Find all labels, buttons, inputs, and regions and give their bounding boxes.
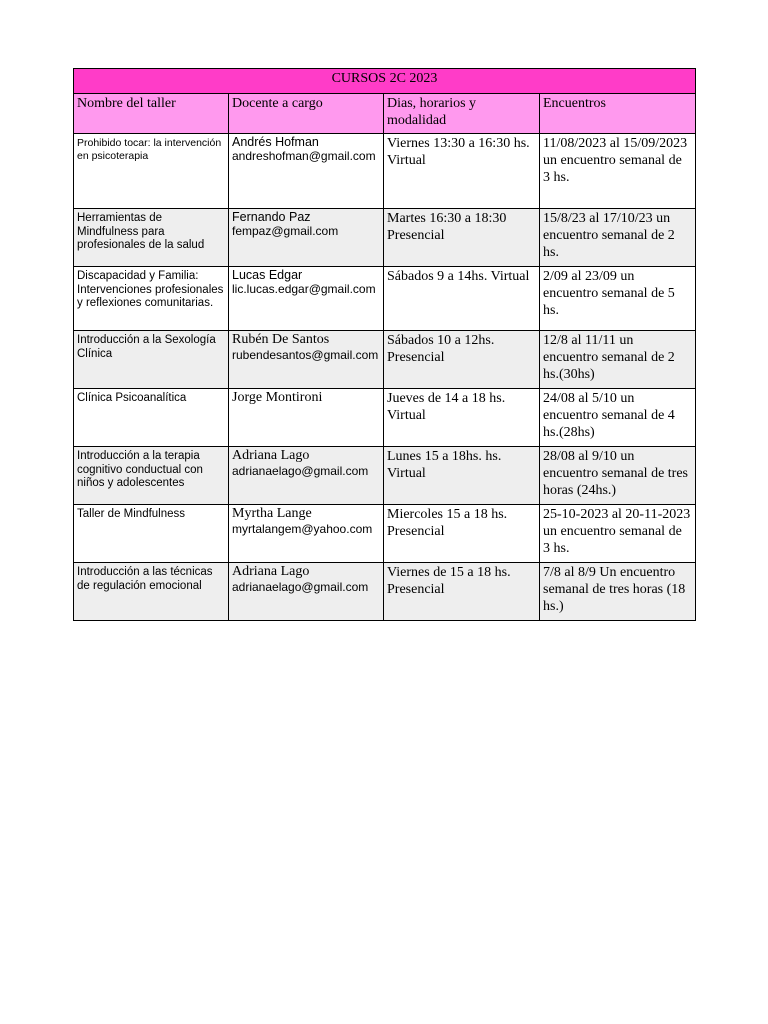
title-row: [74, 69, 696, 94]
docente-cell: [229, 331, 384, 389]
encuentros-cell: 12/8 al 11/11 un encuentro semanal de 2 hs.(30hs): [540, 331, 696, 389]
dias-cell: Viernes 13:30 a 16:30 hs. Virtual: [384, 134, 540, 209]
docente-name: Lucas Edgar: [232, 268, 303, 282]
docente-name: Fernando Paz: [232, 210, 311, 224]
header-docente: Docente a cargo: [229, 94, 384, 134]
encuentros-cell: 11/08/2023 al 15/09/2023 un encuentro semanal de 3 hs.: [540, 134, 696, 209]
encuentros-cell: 25-10-2023 al 20-11-2023 un encuentro semanal de 3 hs.: [540, 505, 696, 563]
docente-cell: [229, 209, 384, 267]
taller-cell: Introducción a las técnicas de regulación emocional: [74, 563, 229, 621]
docente-name: Myrtha Lange: [232, 506, 312, 521]
docente-cell: [229, 267, 384, 331]
docente-email: adrianaelago@gmail.com: [232, 580, 369, 594]
header-encuentros: Encuentros: [540, 94, 696, 134]
docente-cell: [229, 447, 384, 505]
table-row: [74, 267, 696, 331]
docente-name: Adriana Lago: [232, 564, 310, 579]
taller-cell: Herramientas de Mindfulness para profesionales de la salud: [74, 209, 229, 267]
table-row: [74, 134, 696, 209]
dias-cell: Sábados 9 a 14hs. Virtual: [384, 267, 540, 331]
docente-email: rubendesantos@gmail.com: [232, 348, 379, 362]
header-taller: Nombre del taller: [74, 94, 229, 134]
docente-email: lic.lucas.edgar@gmail.com: [232, 282, 376, 296]
taller-cell: Discapacidad y Familia: Intervenciones profesionales y reflexiones comunitarias.: [74, 267, 229, 331]
dias-cell: Miercoles 15 a 18 hs. Presencial: [384, 505, 540, 563]
dias-cell: Martes 16:30 a 18:30 Presencial: [384, 209, 540, 267]
table-row: [74, 563, 696, 621]
dias-cell: Jueves de 14 a 18 hs. Virtual: [384, 389, 540, 447]
taller-cell: Introducción a la Sexología Clínica: [74, 331, 229, 389]
dias-cell: Viernes de 15 a 18 hs. Presencial: [384, 563, 540, 621]
taller-cell: Introducción a la terapia cognitivo conductual con niños y adolescentes: [74, 447, 229, 505]
docente-cell: [229, 389, 384, 447]
table-row: [74, 447, 696, 505]
table-row: [74, 331, 696, 389]
dias-cell: Sábados 10 a 12hs. Presencial: [384, 331, 540, 389]
taller-cell: Taller de Mindfulness: [74, 505, 229, 563]
header-dias: Dias, horarios y modalidad: [384, 94, 540, 134]
dias-cell: Lunes 15 a 18hs. hs. Virtual: [384, 447, 540, 505]
taller-cell: Clínica Psicoanalítica: [74, 389, 229, 447]
encuentros-cell: 28/08 al 9/10 un encuentro semanal de tres horas (24hs.): [540, 447, 696, 505]
docente-name: Andrés Hofman: [232, 135, 319, 149]
docente-email: adrianaelago@gmail.com: [232, 464, 369, 478]
table-row: [74, 505, 696, 563]
table-title: CURSOS 2C 2023: [74, 69, 696, 94]
header-row: [74, 94, 696, 134]
table-row: [74, 209, 696, 267]
encuentros-cell: 2/09 al 23/09 un encuentro semanal de 5 hs.: [540, 267, 696, 331]
docente-email: myrtalangem@yahoo.com: [232, 522, 373, 536]
docente-cell: [229, 505, 384, 563]
docente-name: Adriana Lago: [232, 448, 310, 463]
courses-table: [73, 68, 696, 621]
taller-cell: Prohibido tocar: la intervención en psicoterapia: [74, 134, 229, 209]
docente-cell: [229, 563, 384, 621]
encuentros-cell: 7/8 al 8/9 Un encuentro semanal de tres horas (18 hs.): [540, 563, 696, 621]
docente-name: Jorge Montironi: [232, 390, 323, 405]
docente-email: andreshofman@gmail.com: [232, 149, 376, 163]
docente-name: Rubén De Santos: [232, 332, 330, 347]
docente-email: fempaz@gmail.com: [232, 224, 339, 238]
docente-cell: [229, 134, 384, 209]
encuentros-cell: 24/08 al 5/10 un encuentro semanal de 4 hs.(28hs): [540, 389, 696, 447]
table-row: [74, 389, 696, 447]
encuentros-cell: 15/8/23 al 17/10/23 un encuentro semanal de 2 hs.: [540, 209, 696, 267]
